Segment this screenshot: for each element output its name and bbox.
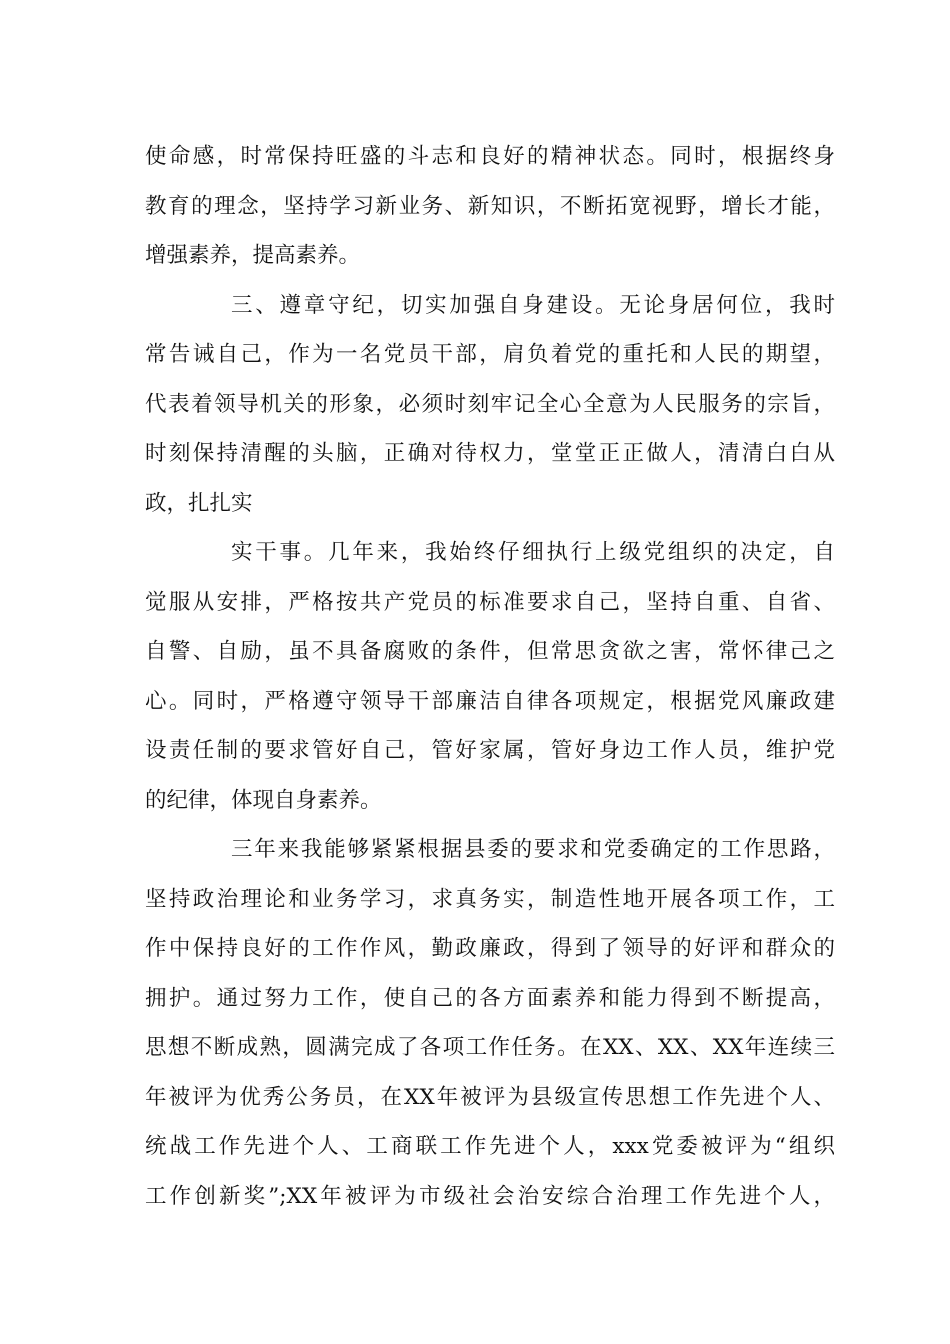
paragraph-start-line: 实干事。几年来，我始终仔细执行上级党组织的决定，自: [231, 540, 835, 565]
text-line: 统战工作先进个人、工商联工作先进个人，xxx党委被评为“组织: [145, 1134, 835, 1159]
text-line: 政，扎扎实: [145, 490, 253, 516]
text-line: 自警、自励，虽不具备腐败的条件，但常思贪欲之害，常怀律己之: [145, 639, 835, 664]
text-line: 工作创新奖”;XX年被评为市级社会治安综合治理工作先进个人，: [145, 1183, 835, 1209]
text-line: 时刻保持清醒的头脑，正确对待权力，堂堂正正做人，清清白白从: [145, 441, 835, 466]
paragraph-start-line: 三、遵章守纪，切实加强自身建设。无论身居何位，我时: [231, 292, 835, 318]
text-line: 的纪律，体现自身素养。: [145, 787, 382, 813]
text-line: 设责任制的要求管好自己，管好家属，管好身边工作人员，维护党: [145, 738, 835, 763]
text-line: 代表着领导机关的形象，必须时刻牢记全心全意为人民服务的宗旨，: [145, 391, 835, 417]
text-line: 教育的理念，坚持学习新业务、新知识，不断拓宽视野，增长才能，: [145, 193, 835, 219]
text-line: 增强素养，提高素养。: [145, 243, 361, 268]
text-line: 觉服从安排，严格按共产党员的标准要求自己，坚持自重、自省、: [145, 589, 835, 615]
text-line: 年被评为优秀公务员，在XX年被评为县级宣传思想工作先进个人、: [145, 1084, 835, 1110]
text-line: 使命感，时常保持旺盛的斗志和良好的精神状态。同时，根据终身: [145, 144, 835, 169]
paragraph-start-line: 三年来我能够紧紧根据县委的要求和党委确定的工作思路，: [231, 837, 835, 862]
text-line: 心。同时，严格遵守领导干部廉洁自律各项规定，根据党风廉政建: [145, 688, 835, 714]
text-line: 作中保持良好的工作作风，勤政廉政，得到了领导的好评和群众的: [145, 936, 835, 961]
text-line: 思想不断成熟，圆满完成了各项工作任务。在XX、XX、XX年连续三: [145, 1035, 835, 1060]
document-body: [145, 132, 835, 1221]
text-line: 坚持政治理论和业务学习，求真务实，制造性地开展各项工作，工: [145, 886, 835, 912]
text-line: 拥护。通过努力工作，使自己的各方面素养和能力得到不断提高，: [145, 985, 835, 1011]
text-line: 常告诫自己，作为一名党员干部，肩负着党的重托和人民的期望，: [145, 342, 835, 367]
